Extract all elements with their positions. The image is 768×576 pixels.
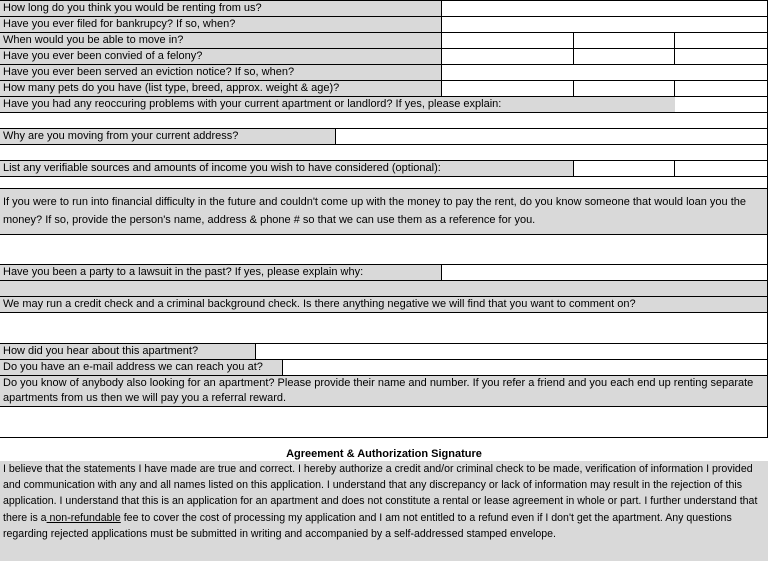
label-email: Do you have an e-mail address we can reach you at? <box>0 360 283 376</box>
label-financial-difficulty: If you were to run into financial difficulty in the future and couldn't come up with the money to pay the rent, do you know someone that would loan you the money? If so, provide the person's name, address & phone # so that we can use them as a reference for you. <box>0 189 768 235</box>
label-moving-reason: Why are you moving from your current address? <box>0 129 336 145</box>
answer-credit-check[interactable] <box>0 313 768 344</box>
row-felony <box>0 49 768 65</box>
label-problems: Have you had any reoccuring problems with your current apartment or landlord? If yes, please explain: <box>0 97 675 113</box>
answer-email[interactable] <box>283 360 768 376</box>
agreement-text <box>0 461 768 561</box>
agreement-title: Agreement & Authorization Signature <box>286 448 482 460</box>
row-problems-answer <box>0 113 768 129</box>
answer-problems-side[interactable] <box>675 97 768 113</box>
row-rent-duration <box>0 0 768 17</box>
row-lawsuit <box>0 265 768 281</box>
answer-lawsuit-side[interactable] <box>442 265 768 281</box>
answer-rent-duration[interactable] <box>442 1 768 17</box>
answer-moving-reason[interactable] <box>0 145 768 161</box>
label-referral: Do you know of anybody also looking for an apartment? Please provide their name and number. If you refer a friend and you each end up renting separate apartments from us then we will pay you a referral reward. <box>0 376 768 407</box>
row-lawsuit-answer <box>0 281 768 297</box>
row-problems <box>0 97 768 113</box>
answer-felony-1[interactable] <box>442 49 574 65</box>
label-credit-check: We may run a credit check and a criminal background check. Is there anything negative we will find that you want to comment on? <box>0 297 768 313</box>
non-refundable-text: non-refundable <box>46 511 121 524</box>
row-income-answer <box>0 177 768 189</box>
answer-move-in-1[interactable] <box>442 33 574 49</box>
row-pets <box>0 81 768 97</box>
label-eviction: Have you ever been served an eviction notice? If so, when? <box>0 65 442 81</box>
agreement-text-part-1: I believe that the statements I have made are true and correct. I hereby authorize a credit and/or criminal check to be made, verification of information I provided and communication with any and all names listed on this application. I understand that any discrepancy or lack of information may result in the rejection of this application. I understand that this is an application for an apartment and does not constitute a rental or lease agreement in whole or part. I further understand that there is a <box>3 463 758 524</box>
row-moving-reason-answer <box>0 145 768 161</box>
answer-pets-3[interactable] <box>675 81 768 97</box>
answer-financial-difficulty[interactable] <box>0 235 768 265</box>
answer-pets-2[interactable] <box>574 81 675 97</box>
answer-referral[interactable] <box>0 407 768 438</box>
row-financial-difficulty <box>0 189 768 235</box>
answer-income[interactable] <box>0 177 768 189</box>
answer-move-in-2[interactable] <box>574 33 675 49</box>
row-email <box>0 360 768 376</box>
answer-moving-reason-side[interactable] <box>336 129 768 145</box>
answer-problems[interactable] <box>0 113 768 129</box>
label-rent-duration: How long do you think you would be renting from us? <box>0 1 442 17</box>
label-lawsuit: Have you been a party to a lawsuit in the past? If yes, please explain why: <box>0 265 442 281</box>
label-heard-about: How did you hear about this apartment? <box>0 344 256 360</box>
row-moving-reason <box>0 129 768 145</box>
row-referral <box>0 376 768 407</box>
row-income <box>0 161 768 177</box>
label-move-in: When would you be able to move in? <box>0 33 442 49</box>
answer-pets-1[interactable] <box>442 81 574 97</box>
row-bankruptcy <box>0 17 768 33</box>
agreement-text-part-2: fee to cover the cost of processing my application and I am not entitled to a refund even if I don't get the apartment. Any questions regarding rejected applications must be submitted in writing and accompanied by a self-addressed stamped envelope. <box>3 511 732 540</box>
answer-felony-3[interactable] <box>675 49 768 65</box>
row-financial-difficulty-answer <box>0 235 768 265</box>
answer-income-2[interactable] <box>675 161 768 177</box>
row-referral-answer <box>0 407 768 438</box>
row-move-in <box>0 33 768 49</box>
answer-bankruptcy[interactable] <box>442 17 768 33</box>
answer-lawsuit[interactable] <box>0 281 768 297</box>
label-felony: Have you ever been convied of a felony? <box>0 49 442 65</box>
row-heard-about <box>0 344 768 360</box>
label-bankruptcy: Have you ever filed for bankrupcy? If so, when? <box>0 17 442 33</box>
row-credit-check-answer <box>0 313 768 344</box>
answer-move-in-3[interactable] <box>675 33 768 49</box>
answer-heard-about[interactable] <box>256 344 768 360</box>
row-eviction <box>0 65 768 81</box>
answer-income-1[interactable] <box>574 161 675 177</box>
answer-felony-2[interactable] <box>574 49 675 65</box>
label-income: List any verifiable sources and amounts of income you wish to have considered (optional): <box>0 161 574 177</box>
row-credit-check <box>0 297 768 313</box>
label-pets: How many pets do you have (list type, breed, approx. weight & age)? <box>0 81 442 97</box>
answer-eviction[interactable] <box>442 65 768 81</box>
